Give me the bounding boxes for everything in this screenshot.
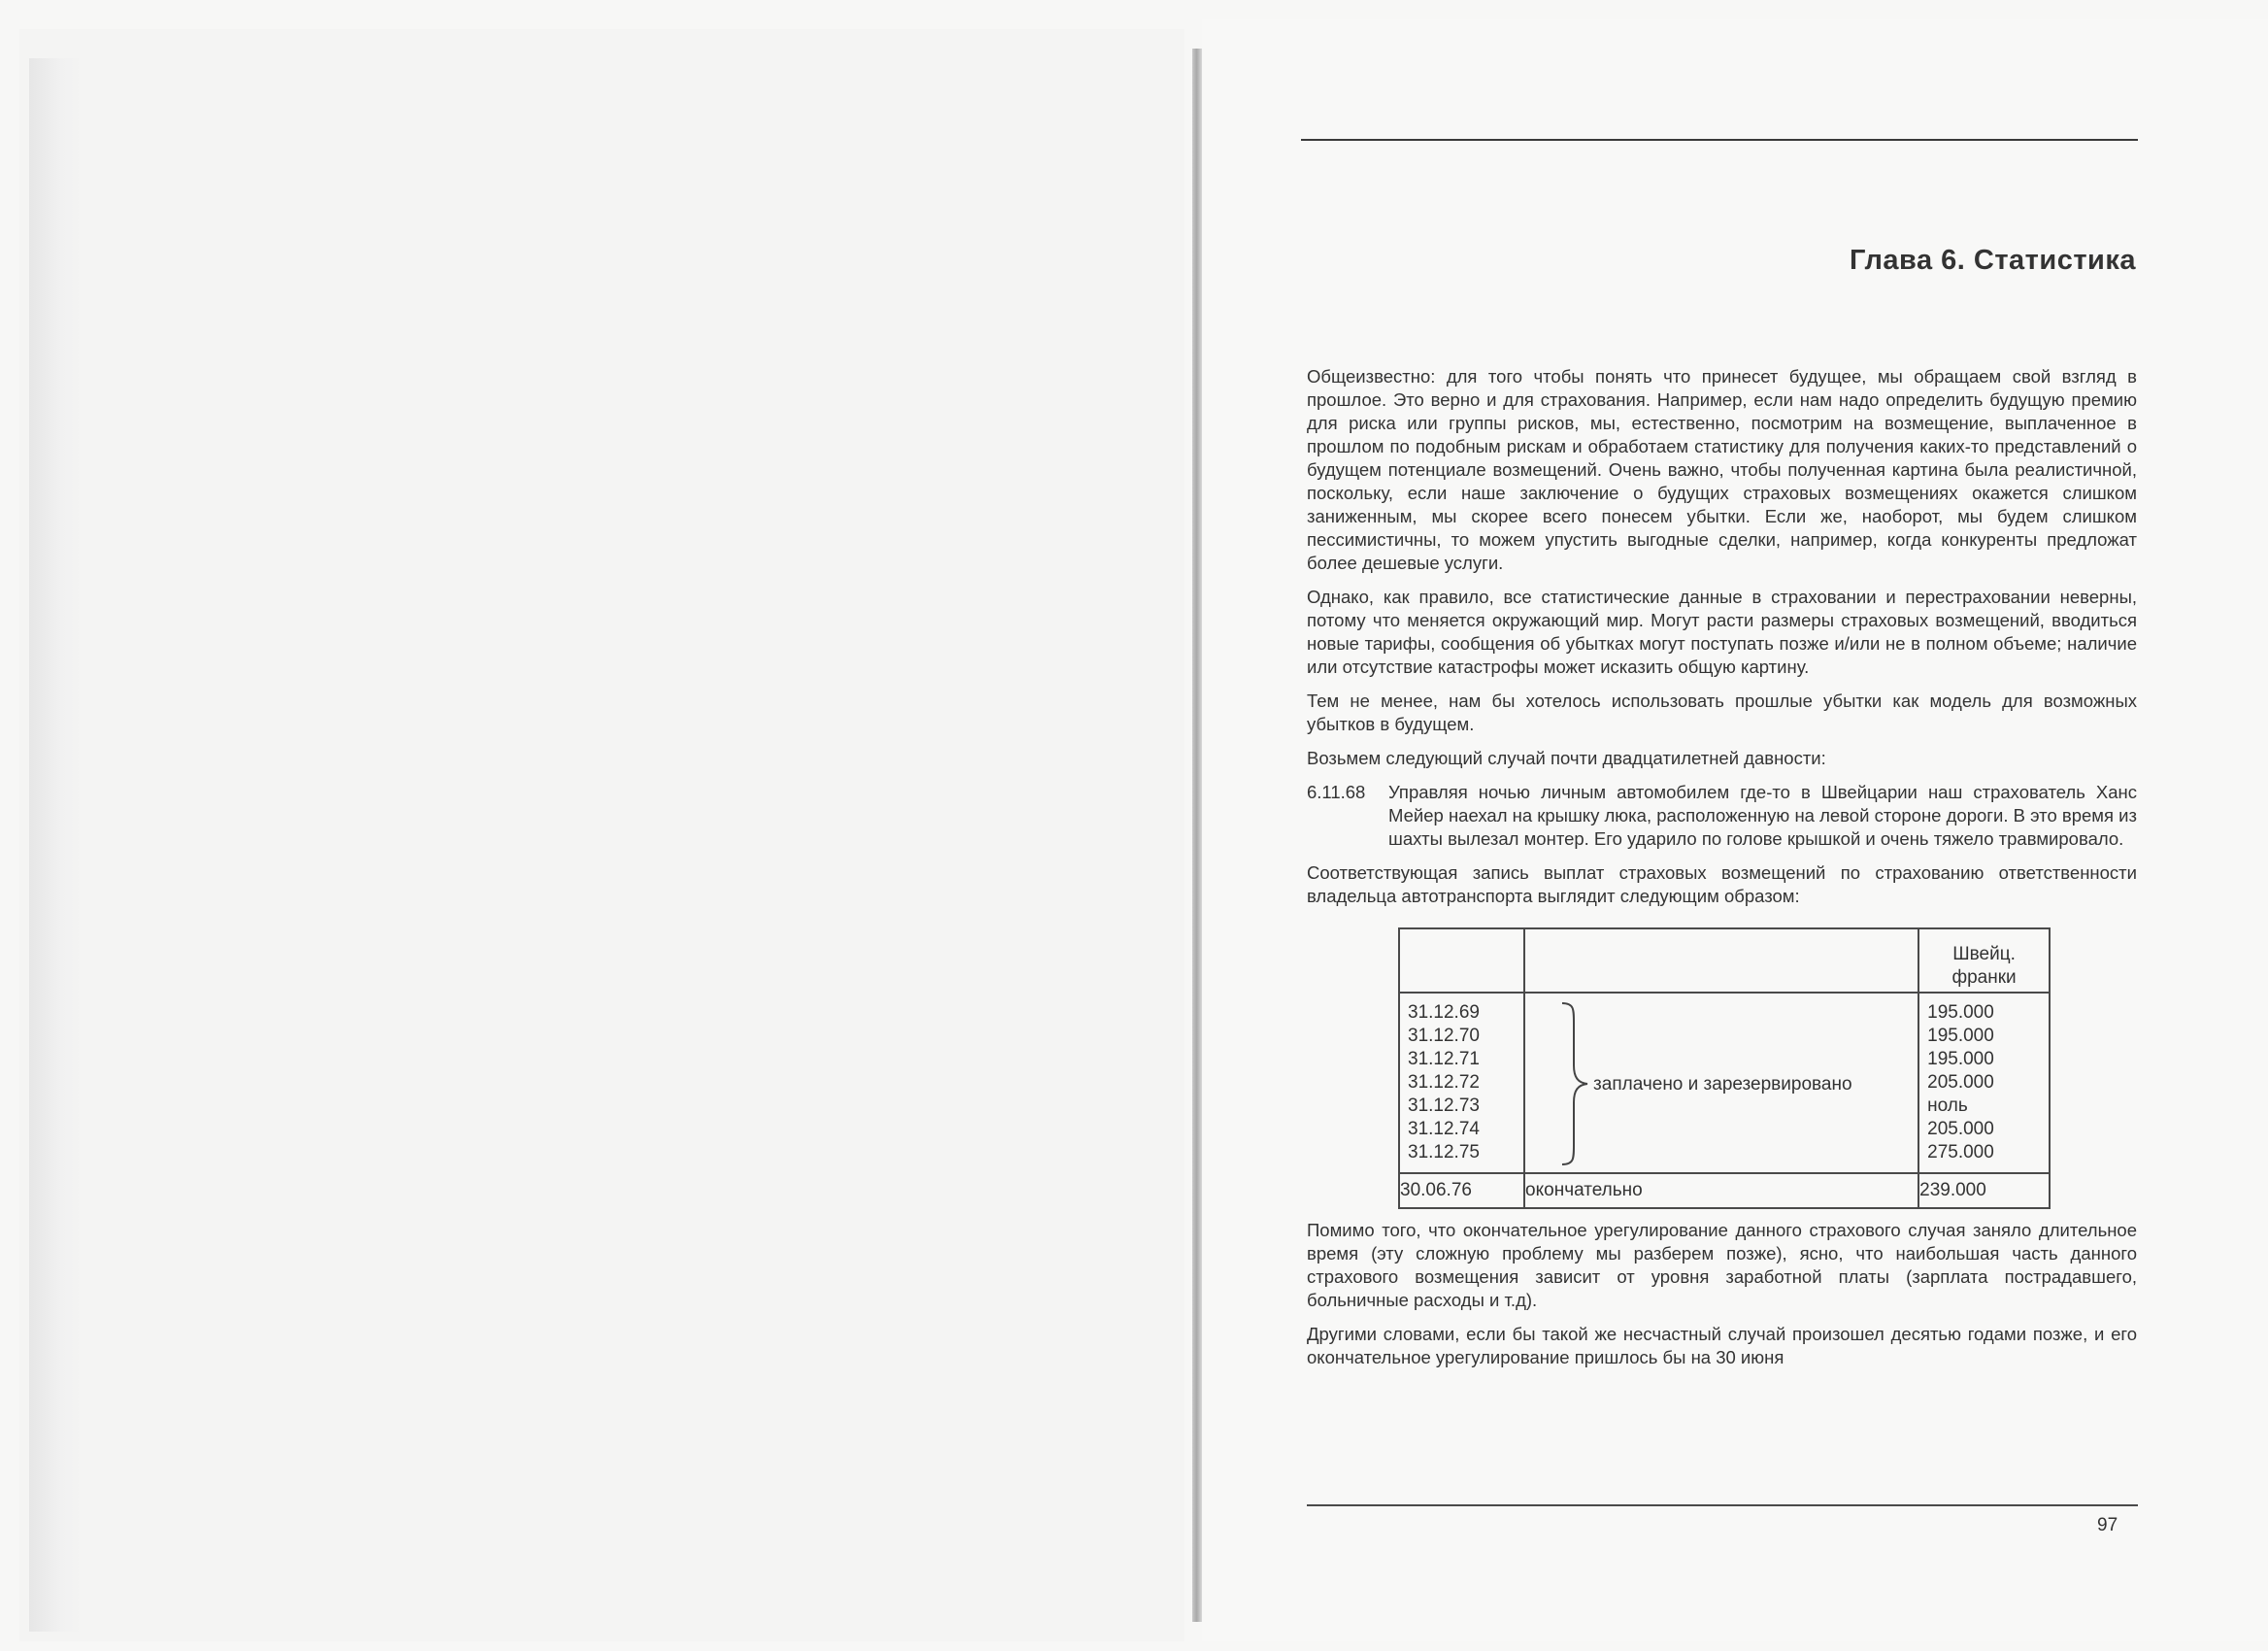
header-date-cell bbox=[1399, 928, 1524, 993]
paragraph-after-2: Другими словами, если бы такой же несчастный случай произошел десятью годами позже, и его окончательное урегулирование пришлось бы на 30 июня bbox=[1307, 1324, 2137, 1367]
table-body-row bbox=[1399, 993, 2050, 1173]
left-page-edge bbox=[29, 58, 83, 1632]
paragraph-4: Возьмем следующий случай почти двадцатилетней давности: bbox=[1307, 748, 1826, 768]
amount-item: 195.000 bbox=[1927, 1026, 1994, 1046]
header-currency-line2: франки bbox=[1951, 967, 2017, 988]
amount-item: 195.000 bbox=[1927, 1049, 1994, 1069]
date-item: 31.12.74 bbox=[1408, 1119, 1480, 1139]
chapter-title: Глава 6. Статистика bbox=[1849, 245, 2136, 276]
paragraph-1: Общеизвестно: для того чтобы понять что принесет будущее, мы обращаем свой взгляд в прошлое. Это верно и для страхования. Например, если нам надо определить будущую премию для риска или группы рисков, мы, естественно, посмотрим на возмещение, выплаченное в прошлом по подобным рискам и обработаем статистику для получения каких-то представлений о будущем потенциале возмещений. Очень важно, чтобы полученная картина была реалистичной, поскольку, если наше заключение о будущих страховых возмещениях окажется слишком заниженным, мы скорее всего понесем убытки. Если же, наоборот, мы будем слишком пессимистичны, то можем упустить выгодные сделки, например, когда конкуренты предложат более дешевые услуги. bbox=[1307, 366, 2137, 573]
paragraph-2: Однако, как правило, все статистические данные в страховании и перестраховании неверны, потому что меняется окружающий мир. Могут расти размеры страховых возмещений, вводиться новые тарифы, сообщения об убытках могут поступать позже и/или не в полном объеме; наличие или отсутствие катастрофы может исказить общую картину. bbox=[1307, 587, 2137, 677]
case-text: Управляя ночью личным автомобилем где-то в Швейцарии наш страхователь Ханс Мейер наехал на крышку люка, расположенную на левой стороне дороги. В это время из шахты вылезал монтер. Его ударило по голове крышкой и очень тяжело травмировало. bbox=[1388, 782, 2137, 849]
table-final-row bbox=[1399, 1173, 2050, 1208]
book-gutter bbox=[1192, 49, 1202, 1622]
amount-item: ноль bbox=[1927, 1095, 1968, 1116]
paragraph-3: Тем не менее, нам бы хотелось использовать прошлые убытки как модель для возможных убытков в будущем. bbox=[1307, 691, 2137, 734]
case-entry bbox=[1307, 781, 2137, 851]
amount-item: 195.000 bbox=[1927, 1002, 1994, 1023]
group-label-cell bbox=[1524, 993, 1918, 1173]
body-text bbox=[1307, 365, 2137, 1380]
page-number: 97 bbox=[2097, 1515, 2118, 1535]
amount-item: 205.000 bbox=[1927, 1119, 1994, 1139]
final-date: 30.06.76 bbox=[1399, 1173, 1524, 1208]
paragraph-before-table: Соответствующая запись выплат страховых возмещений по страхованию ответственности владельца автотранспорта выглядит следующим образом: bbox=[1307, 862, 2137, 906]
final-amount: 239.000 bbox=[1918, 1173, 2050, 1208]
paragraph-after-1: Помимо того, что окончательное урегулирование данного страхового случая заняло длительное время (эту сложную проблему мы разберем позже), ясно, что наибольшая часть данного страхового возмещения зависит от уровня заработной платы (зарплата пострадавшего, больничные расходы и т.д). bbox=[1307, 1220, 2137, 1310]
table-header-row bbox=[1399, 928, 2050, 993]
group-label: заплачено и зарезервировано bbox=[1593, 1074, 1852, 1095]
footer-rule bbox=[1307, 1504, 2138, 1506]
date-item: 31.12.73 bbox=[1408, 1095, 1480, 1116]
curly-brace-icon bbox=[1560, 1001, 1591, 1166]
left-page-blank bbox=[19, 29, 1184, 1641]
header-currency-line1: Швейц. bbox=[1952, 944, 2016, 964]
amounts-cell bbox=[1918, 993, 2050, 1173]
amount-item: 205.000 bbox=[1927, 1072, 1994, 1093]
header-rule bbox=[1301, 139, 2138, 141]
final-label: окончательно bbox=[1524, 1173, 1918, 1208]
date-item: 31.12.72 bbox=[1408, 1072, 1480, 1093]
amount-item: 275.000 bbox=[1927, 1142, 1994, 1162]
date-item: 31.12.70 bbox=[1408, 1026, 1480, 1046]
date-item: 31.12.69 bbox=[1408, 1002, 1480, 1023]
claims-table bbox=[1398, 927, 2051, 1209]
header-currency-cell bbox=[1918, 928, 2050, 993]
header-label-cell bbox=[1524, 928, 1918, 993]
date-item: 31.12.75 bbox=[1408, 1142, 1480, 1162]
dates-cell bbox=[1399, 993, 1524, 1173]
date-item: 31.12.71 bbox=[1408, 1049, 1480, 1069]
case-date: 6.11.68 bbox=[1307, 782, 1366, 802]
